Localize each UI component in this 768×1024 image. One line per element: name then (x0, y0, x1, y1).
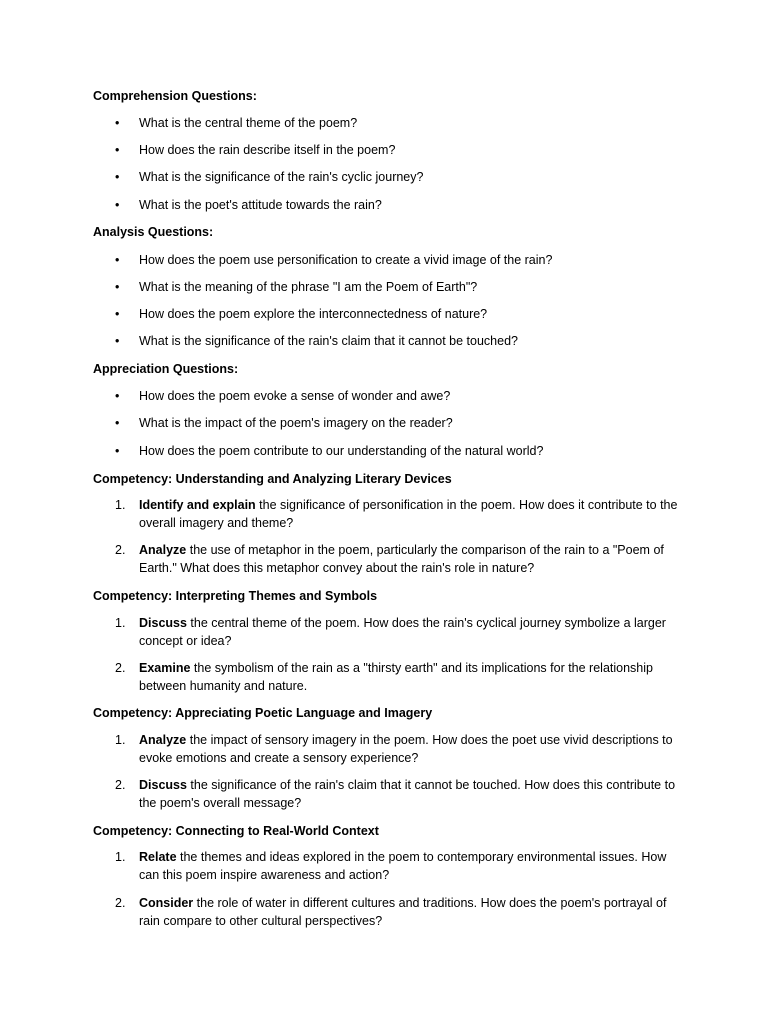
item-lead: Identify and explain (139, 498, 256, 512)
item-text: the role of water in different cultures and traditions. How does the poem's portrayal of rain compare to other cultural perspectives? (139, 896, 667, 928)
bullet-item: • How does the poem contribute to our understanding of the natural world? (139, 442, 543, 460)
numbered-item (115, 776, 684, 812)
item-number: 1. (115, 616, 126, 630)
item-text: the impact of sensory imagery in the poem. How does the poet use vivid descriptions to evoke emotions and create a sensory experience? (139, 733, 673, 765)
bullet-item: • How does the poem evoke a sense of wonder and awe? (139, 387, 450, 405)
bullet-item: • How does the poem explore the interconnectedness of nature? (139, 305, 487, 323)
numbered-item (115, 848, 684, 884)
item-text: the significance of the rain's claim that it cannot be touched. How does this contribute to the poem's overall message? (139, 778, 676, 810)
numbered-item (115, 496, 684, 532)
item-number: 1. (115, 850, 126, 864)
numbered-item (115, 731, 684, 767)
section-heading-analysis: Analysis Questions: (93, 225, 214, 239)
section-heading-appreciation: Appreciation Questions: (93, 362, 239, 376)
item-number: 2. (115, 896, 126, 910)
section-heading-themes-symbols: Competency: Interpreting Themes and Symbols (93, 589, 378, 603)
item-text: the use of metaphor in the poem, particularly the comparison of the rain to a "Poem of Earth." What does this metaphor convey about the rain's role in nature? (139, 543, 664, 575)
bullet-item: • How does the rain describe itself in the poem? (139, 141, 395, 159)
item-lead: Relate (139, 850, 177, 864)
bullet-item: • What is the impact of the poem's imagery on the reader? (139, 414, 453, 432)
item-lead: Discuss (139, 616, 187, 630)
bullet-item: • What is the significance of the rain's claim that it cannot be touched? (139, 332, 518, 350)
section-heading-literary-devices: Competency: Understanding and Analyzing Literary Devices (93, 472, 452, 486)
item-text: the central theme of the poem. How does the rain's cyclical journey symbolize a larger concept or idea? (139, 616, 666, 648)
item-text: the symbolism of the rain as a "thirsty earth" and its implications for the relationship between humanity and nature. (139, 661, 653, 693)
numbered-item (115, 894, 684, 930)
bullet-item: • How does the poem use personification to create a vivid image of the rain? (139, 251, 552, 269)
numbered-item (115, 659, 684, 695)
numbered-item (115, 541, 684, 577)
bullet-item: • What is the central theme of the poem? (139, 114, 357, 132)
bullet-item: • What is the meaning of the phrase "I am the Poem of Earth"? (139, 278, 477, 296)
item-number: 2. (115, 543, 126, 557)
item-number: 1. (115, 733, 126, 747)
item-text: the themes and ideas explored in the poem to contemporary environmental issues. How can this poem inspire awareness and action? (139, 850, 667, 882)
bullet-item: • What is the significance of the rain's cyclic journey? (139, 168, 423, 186)
item-lead: Consider (139, 896, 194, 910)
section-heading-real-world: Competency: Connecting to Real-World Context (93, 824, 379, 838)
numbered-item (115, 614, 684, 650)
section-heading-poetic-language: Competency: Appreciating Poetic Language and Imagery (93, 706, 433, 720)
item-lead: Discuss (139, 778, 187, 792)
item-number: 2. (115, 778, 126, 792)
item-number: 2. (115, 661, 126, 675)
item-number: 1. (115, 498, 126, 512)
item-lead: Examine (139, 661, 191, 675)
bullet-item: • What is the poet's attitude towards the rain? (139, 196, 382, 214)
item-lead: Analyze (139, 733, 187, 747)
item-lead: Analyze (139, 543, 187, 557)
section-heading-comprehension: Comprehension Questions: (93, 89, 257, 103)
item-text: the significance of personification in the poem. How does it contribute to the overall imagery and theme? (139, 498, 678, 530)
